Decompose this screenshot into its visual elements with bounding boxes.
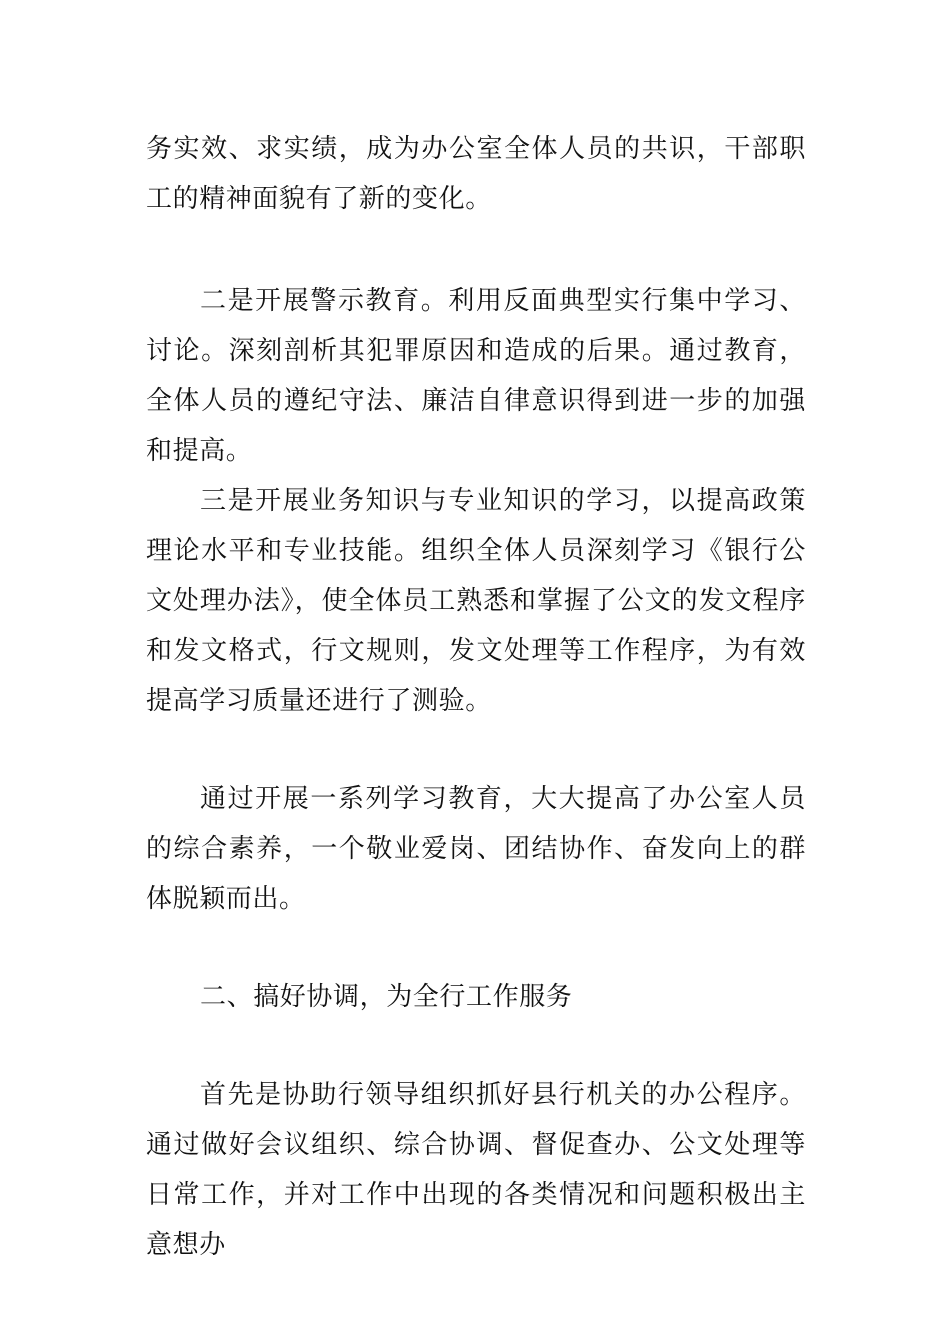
paragraph-learning-summary: 通过开展一系列学习教育，大大提高了办公室人员的综合素养，一个敬业爱岗、团结协作、奋发向上的群体脱颖而出。 [146,784,806,914]
paragraph-continuation: 务实效、求实绩，成为办公室全体人员的共识，干部职工的精神面貌有了新的变化。 [146,134,806,214]
paragraph-office-procedure: 首先是协助行领导组织抓好县行机关的办公程序。通过做好会议组织、综合协调、督促查办、公文处理等日常工作，并对工作中出现的各类情况和问题积极出主意想办 [146,1080,806,1260]
paragraph-warning-education: 二是开展警示教育。利用反面典型实行集中学习、讨论。深刻剖析其犯罪原因和造成的后果。通过教育，全体人员的遵纪守法、廉洁自律意识得到进一步的加强和提高。 [146,286,806,466]
paragraph-business-learning: 三是开展业务知识与专业知识的学习，以提高政策理论水平和专业技能。组织全体人员深刻学习《银行公文处理办法》，使全体员工熟悉和掌握了公文的发文程序和发文格式，行文规则，发文处理等工作程序，为有效提高学习质量还进行了测验。 [146,486,806,716]
section-heading-coordination: 二、搞好协调，为全行工作服务 [200,982,573,1012]
